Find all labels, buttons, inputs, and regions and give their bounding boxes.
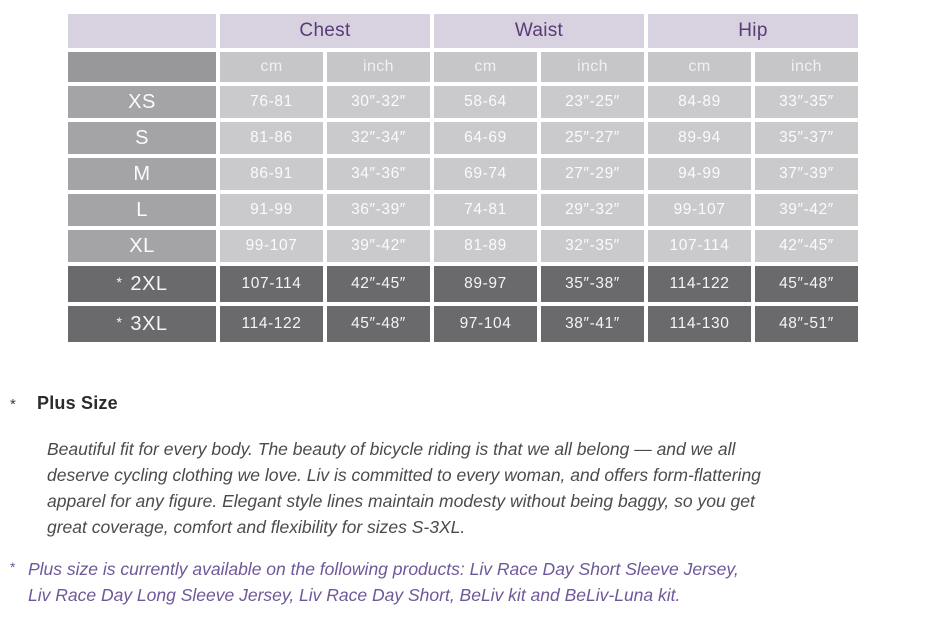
size-label: 3XL (130, 312, 168, 335)
measurement-cell: 32″-35″ (541, 230, 644, 262)
group-header-chest: Chest (220, 14, 430, 48)
measurement-cell: 74-81 (434, 194, 537, 226)
measurement-cell: 42″-45″ (327, 266, 430, 302)
measurement-cell: 76-81 (220, 86, 323, 118)
measurement-cell: 27″-29″ (541, 158, 644, 190)
table-row (68, 230, 858, 262)
measurement-cell: 48″-51″ (755, 306, 858, 342)
measurement-cell: 97-104 (434, 306, 537, 342)
group-header-row (68, 14, 858, 48)
measurement-cell: 29″-32″ (541, 194, 644, 226)
size-label: M (133, 162, 151, 185)
note-text-line: Plus size is currently available on the following products: Liv Race Day Short Sleeve Jersey, (28, 559, 739, 579)
group-header-hip: Hip (648, 14, 858, 48)
body-text-line: apparel for any figure. Elegant style lines maintain modesty without being baggy, so you get (47, 491, 755, 511)
size-label: L (136, 198, 148, 221)
measurement-cell: 107-114 (648, 230, 751, 262)
group-header-waist: Waist (434, 14, 644, 48)
plus-size-heading-row (0, 393, 946, 414)
measurement-cell: 69-74 (434, 158, 537, 190)
measurement-cell: 81-86 (220, 122, 323, 154)
table-row (68, 158, 858, 190)
note-text-line: Liv Race Day Long Sleeve Jersey, Liv Race Day Short, BeLiv kit and BeLiv-Luna kit. (28, 585, 681, 605)
measurement-cell: 91-99 (220, 194, 323, 226)
measurement-cell: 37″-39″ (755, 158, 858, 190)
body-text-line: great coverage, comfort and flexibility for sizes S-3XL. (47, 517, 466, 537)
size-label-cell (68, 230, 216, 262)
size-label: S (135, 126, 149, 149)
measurement-cell: 33″-35″ (755, 86, 858, 118)
unit-corner-cell (68, 52, 216, 82)
notes-section (0, 393, 946, 608)
size-label: XS (128, 90, 156, 113)
measurement-cell: 39″-42″ (755, 194, 858, 226)
unit-header-row (68, 52, 858, 82)
measurement-cell: 34″-36″ (327, 158, 430, 190)
measurement-cell: 30″-32″ (327, 86, 430, 118)
measurement-cell: 35″-38″ (541, 266, 644, 302)
size-label: 2XL (130, 272, 168, 295)
size-label-cell (68, 306, 216, 342)
availability-note-text (28, 556, 739, 608)
table-row (68, 194, 858, 226)
measurement-cell: 25″-27″ (541, 122, 644, 154)
body-text-line: Beautiful fit for every body. The beauty of bicycle riding is that we all belong — and we all (47, 439, 736, 459)
measurement-cell: 36″-39″ (327, 194, 430, 226)
plus-size-heading: Plus Size (37, 393, 118, 413)
measurement-cell: 81-89 (434, 230, 537, 262)
table-row (68, 122, 858, 154)
table-row (68, 266, 858, 302)
measurement-cell: 89-94 (648, 122, 751, 154)
size-chart-table (64, 10, 862, 346)
measurement-cell: 99-107 (648, 194, 751, 226)
table-row (68, 306, 858, 342)
measurement-cell: 114-130 (648, 306, 751, 342)
size-label-cell (68, 86, 216, 118)
measurement-cell: 84-89 (648, 86, 751, 118)
plus-size-availability-note (0, 556, 946, 608)
size-label-cell (68, 122, 216, 154)
size-label-cell (68, 194, 216, 226)
measurement-cell: 89-97 (434, 266, 537, 302)
measurement-cell: 32″-34″ (327, 122, 430, 154)
measurement-cell: 42″-45″ (755, 230, 858, 262)
measurement-cell: 38″-41″ (541, 306, 644, 342)
measurement-cell: 114-122 (220, 306, 323, 342)
measurement-cell: 99-107 (220, 230, 323, 262)
plus-size-description (47, 436, 946, 540)
unit-header-cell: cm (648, 52, 751, 82)
unit-header-cell: inch (755, 52, 858, 82)
measurement-cell: 23″-25″ (541, 86, 644, 118)
unit-header-cell: inch (327, 52, 430, 82)
measurement-cell: 64-69 (434, 122, 537, 154)
measurement-cell: 94-99 (648, 158, 751, 190)
size-label: XL (129, 234, 155, 257)
measurement-cell: 45″-48″ (755, 266, 858, 302)
plus-size-asterisk: * (116, 313, 123, 330)
measurement-cell: 45″-48″ (327, 306, 430, 342)
asterisk-marker: * (10, 559, 16, 575)
measurement-cell: 86-91 (220, 158, 323, 190)
size-label-cell (68, 266, 216, 302)
measurement-cell: 39″-42″ (327, 230, 430, 262)
size-label-cell (68, 158, 216, 190)
unit-header-cell: cm (220, 52, 323, 82)
asterisk-marker: * (10, 396, 16, 413)
table-row (68, 86, 858, 118)
body-text-line: deserve cycling clothing we love. Liv is committed to every woman, and offers form-flattering (47, 465, 761, 485)
measurement-cell: 58-64 (434, 86, 537, 118)
unit-header-cell: inch (541, 52, 644, 82)
plus-size-asterisk: * (116, 273, 123, 290)
measurement-cell: 35″-37″ (755, 122, 858, 154)
corner-cell (68, 14, 216, 48)
unit-header-cell: cm (434, 52, 537, 82)
measurement-cell: 114-122 (648, 266, 751, 302)
measurement-cell: 107-114 (220, 266, 323, 302)
